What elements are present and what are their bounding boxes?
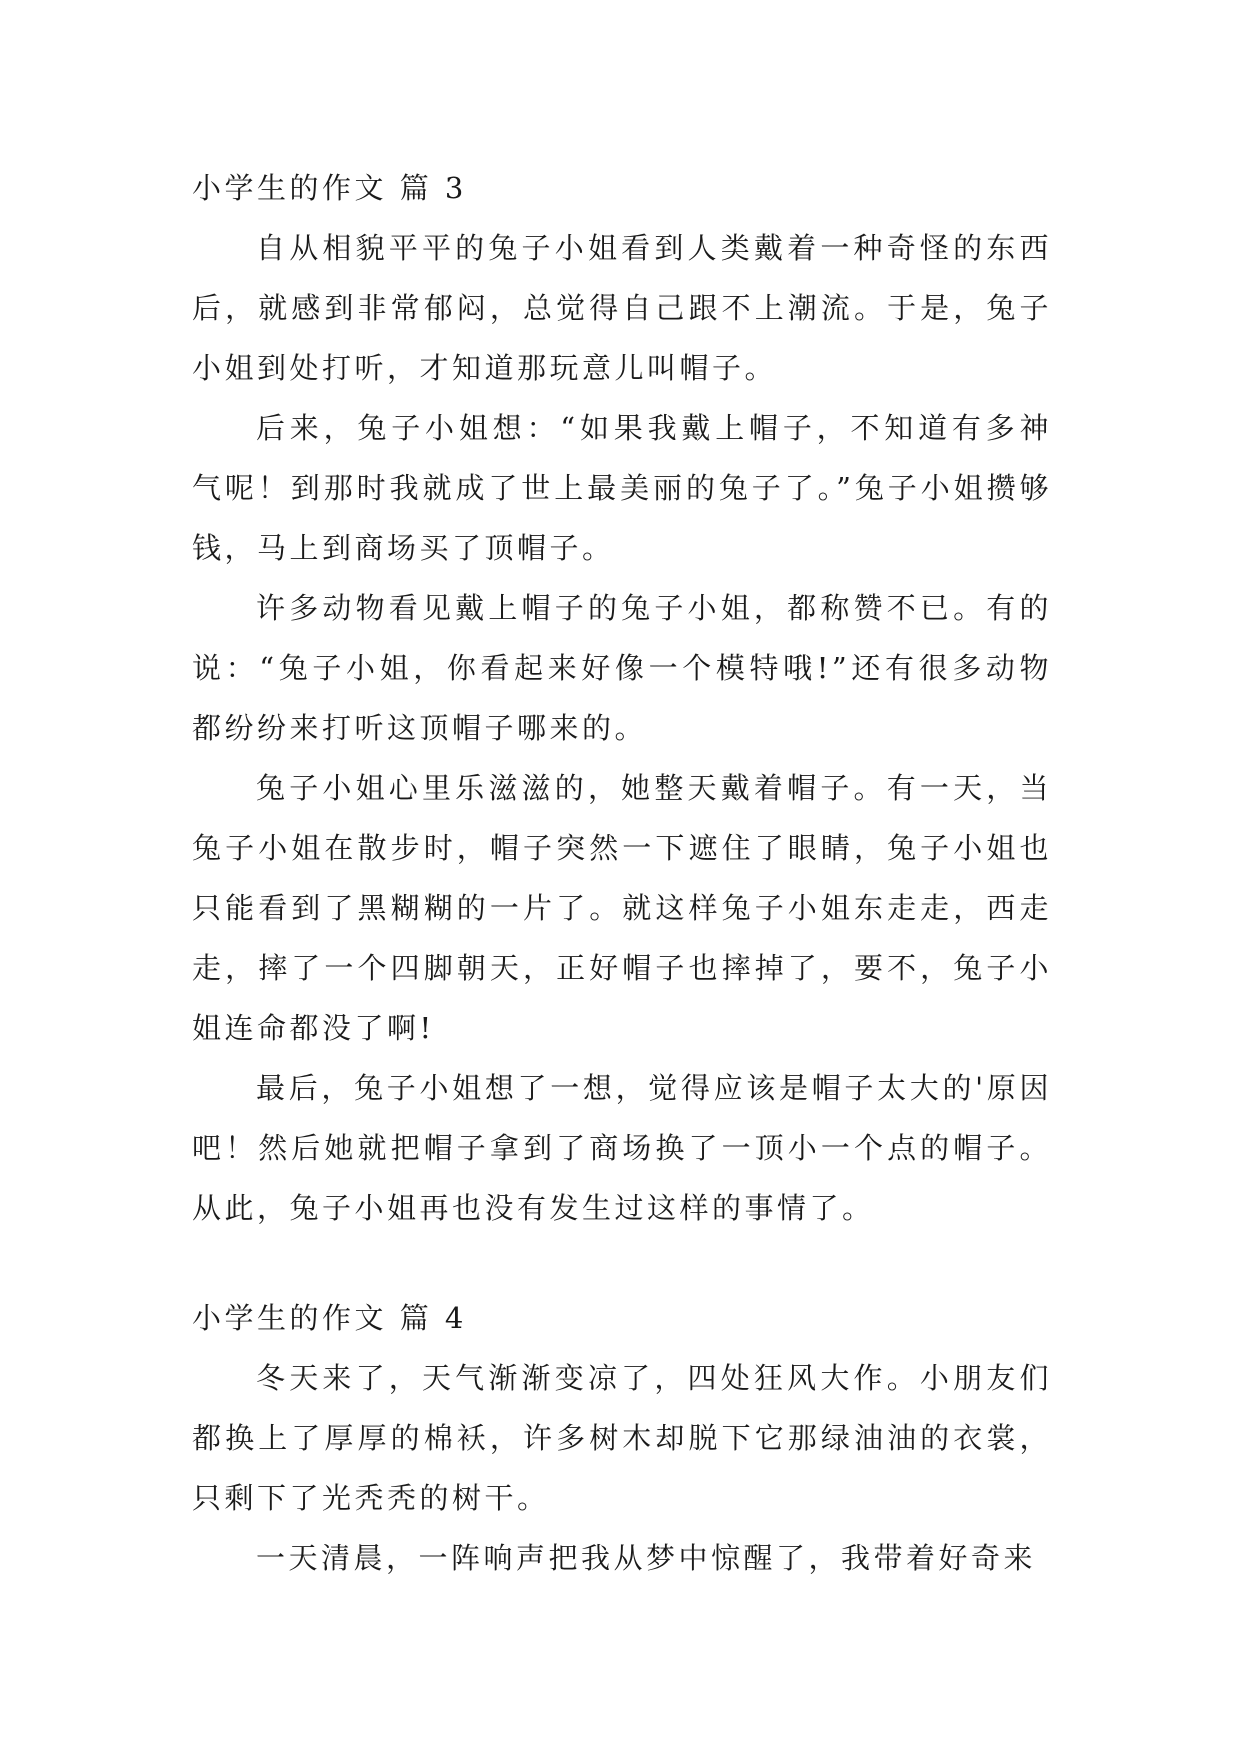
paragraph: 后来，兔子小姐想：“如果我戴上帽子，不知道有多神气呢！到那时我就成了世上最美丽的兔子了。”兔子小姐攒够钱，马上到商场买了顶帽子。 — [192, 411, 1052, 565]
section-spacer — [192, 1238, 1052, 1288]
section-title: 小学生的作文 篇 3 — [192, 171, 467, 205]
essay-section-4 — [192, 1288, 1052, 1588]
paragraph: 一天清晨，一阵响声把我从梦中惊醒了，我带着好奇来 — [256, 1541, 1037, 1575]
paragraph: 冬天来了，天气渐渐变凉了，四处狂风大作。小朋友们都换上了厚厚的棉袄，许多树木却脱下它那绿油油的衣裳，只剩下了光秃秃的树干。 — [192, 1361, 1052, 1515]
document-body — [192, 158, 1052, 1588]
paragraph: 最后，兔子小姐想了一想，觉得应该是帽子太大的'原因吧！然后她就把帽子拿到了商场换了一顶小一个点的帽子。从此，兔子小姐再也没有发生过这样的事情了。 — [192, 1071, 1052, 1225]
section-title: 小学生的作文 篇 4 — [192, 1301, 467, 1335]
paragraph: 自从相貌平平的兔子小姐看到人类戴着一种奇怪的东西后，就感到非常郁闷，总觉得自己跟不上潮流。于是，兔子小姐到处打听，才知道那玩意儿叫帽子。 — [192, 231, 1052, 385]
essay-section-3 — [192, 158, 1052, 1238]
paragraph: 兔子小姐心里乐滋滋的，她整天戴着帽子。有一天，当兔子小姐在散步时，帽子突然一下遮住了眼睛，兔子小姐也只能看到了黑糊糊的一片了。就这样兔子小姐东走走，西走走，摔了一个四脚朝天，正好帽子也摔掉了，要不，兔子小姐连命都没了啊! — [192, 771, 1052, 1045]
paragraph: 许多动物看见戴上帽子的兔子小姐，都称赞不已。有的说：“兔子小姐，你看起来好像一个模特哦!”还有很多动物都纷纷来打听这顶帽子哪来的。 — [192, 591, 1052, 745]
